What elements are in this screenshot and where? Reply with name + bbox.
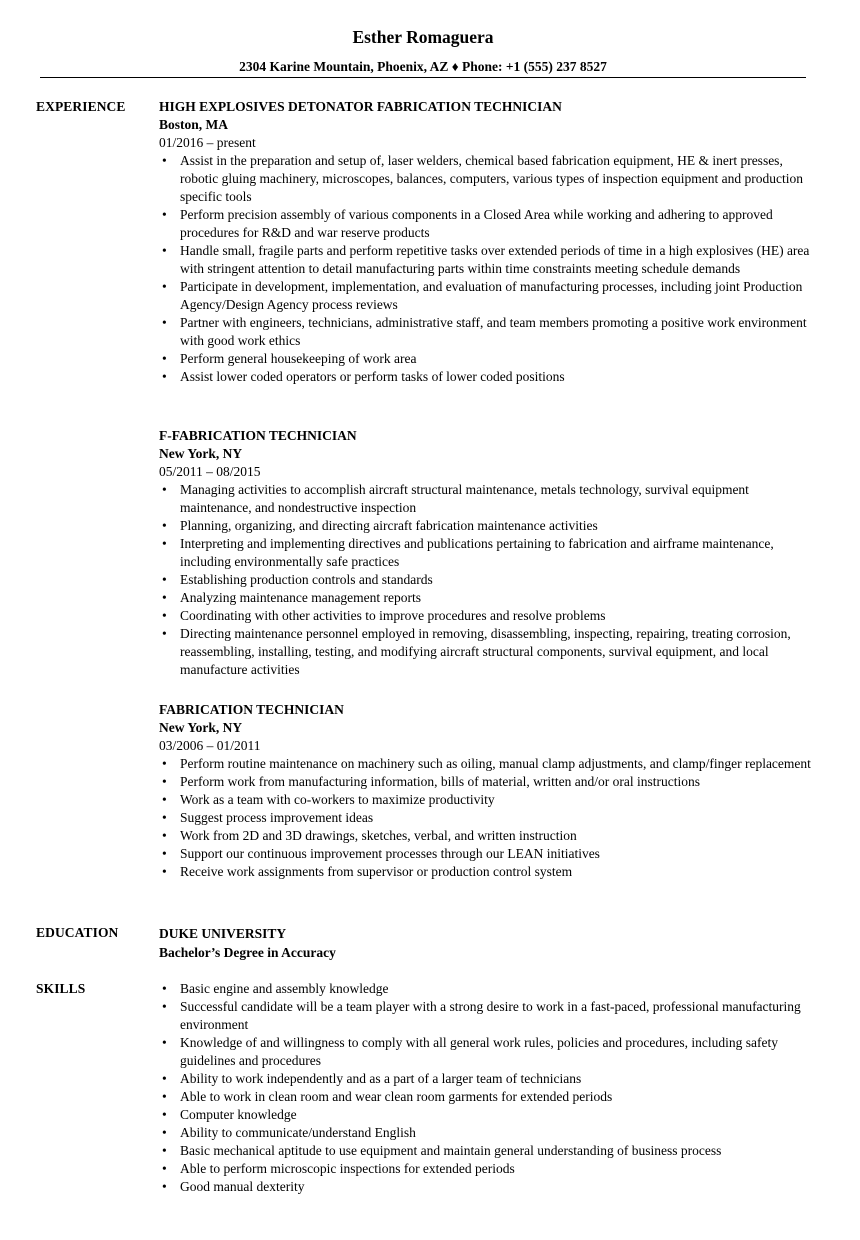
job-title: HIGH EXPLOSIVES DETONATOR FABRICATION TECHNICIAN [159,99,562,114]
skills-heading: SKILLS [36,981,86,996]
list-item: • Ability to work independently and as a part of a larger team of technicians [159,1070,819,1088]
degree: Bachelor’s Degree in Accuracy [159,945,336,960]
list-item: • Knowledge of and willingness to comply with all general work rules, policies and procedures, including safety guidelines and procedures [159,1034,819,1070]
list-item: • Able to perform microscopic inspections for extended periods [159,1160,819,1178]
school-name: DUKE UNIVERSITY [159,926,287,941]
job-entry [159,98,819,386]
list-item: • Successful candidate will be a team player with a strong desire to work in a fast-paced, professional manufacturing environment [159,998,819,1034]
job-dates: 05/2011 – 08/2015 [159,464,261,479]
education-entry [159,924,819,963]
list-item: • Good manual dexterity [159,1178,819,1196]
job-bullets [159,152,819,386]
list-item: • Computer knowledge [159,1106,819,1124]
list-item: • Work from 2D and 3D drawings, sketches, verbal, and written instruction [159,827,819,845]
list-item: • Able to work in clean room and wear clean room garments for extended periods [159,1088,819,1106]
job-location: New York, NY [159,720,243,735]
list-item: • Suggest process improvement ideas [159,809,819,827]
list-item: • Perform routine maintenance on machinery such as oiling, manual clamp adjustments, and clamp/finger replacement [159,755,819,773]
list-item: • Assist lower coded operators or perform tasks of lower coded positions [159,368,819,386]
skills-list [159,980,819,1196]
list-item: • Establishing production controls and standards [159,571,819,589]
job-entry [159,701,819,881]
list-item: • Receive work assignments from supervisor or production control system [159,863,819,881]
experience-heading: EXPERIENCE [36,99,126,114]
list-item: • Perform general housekeeping of work area [159,350,819,368]
job-title: F-FABRICATION TECHNICIAN [159,428,357,443]
job-entry [159,427,819,679]
header-divider [40,77,806,78]
job-location: Boston, MA [159,117,229,132]
skills-entry [159,980,819,1196]
list-item: • Perform precision assembly of various components in a Closed Area while working and adhering to approved procedures for R&D and war reserve products [159,206,819,242]
list-item: • Partner with engineers, technicians, administrative staff, and team members promoting a positive work environment with good work ethics [159,314,819,350]
job-bullets [159,481,819,679]
job-location: New York, NY [159,446,243,461]
list-item: • Managing activities to accomplish aircraft structural maintenance, metals technology, survival equipment maintenance, and nondestructive inspection [159,481,819,517]
list-item: • Basic engine and assembly knowledge [159,980,819,998]
list-item: • Support our continuous improvement processes through our LEAN initiatives [159,845,819,863]
list-item: • Participate in development, implementation, and evaluation of manufacturing processes, including joint Production Agency/Design Agency process reviews [159,278,819,314]
education-heading: EDUCATION [36,925,119,940]
candidate-name: Esther Romaguera [352,27,494,47]
job-bullets [159,755,819,881]
job-dates: 03/2006 – 01/2011 [159,738,261,753]
list-item: • Perform work from manufacturing information, bills of material, written and/or oral instructions [159,773,819,791]
list-item: • Basic mechanical aptitude to use equipment and maintain general understanding of business process [159,1142,819,1160]
list-item: • Ability to communicate/understand English [159,1124,819,1142]
job-dates: 01/2016 – present [159,135,256,150]
list-item: • Work as a team with co-workers to maximize productivity [159,791,819,809]
list-item: • Interpreting and implementing directives and publications pertaining to fabrication and airframe maintenance, including environmentally safe practices [159,535,819,571]
list-item: • Coordinating with other activities to improve procedures and resolve problems [159,607,819,625]
list-item: • Analyzing maintenance management reports [159,589,819,607]
list-item: • Assist in the preparation and setup of, laser welders, chemical based fabrication equipment, HE & inert presses, robotic gluing machinery, microscopes, balances, computers, various types of inspection equipment and production specific tools [159,152,819,206]
list-item: • Directing maintenance personnel employed in removing, disassembling, inspecting, repairing, treating corrosion, reassembling, installing, testing, and modifying aircraft structural components, survival equipment, and local manufacture activities [159,625,819,679]
job-title: FABRICATION TECHNICIAN [159,702,344,717]
contact-line: 2304 Karine Mountain, Phoenix, AZ ♦ Phone: +1 (555) 237 8527 [239,59,607,74]
list-item: • Handle small, fragile parts and perform repetitive tasks over extended periods of time in a high explosives (HE) area with stringent attention to detail manufacturing parts within time constraints meeting schedule demands [159,242,819,278]
list-item: • Planning, organizing, and directing aircraft fabrication maintenance activities [159,517,819,535]
